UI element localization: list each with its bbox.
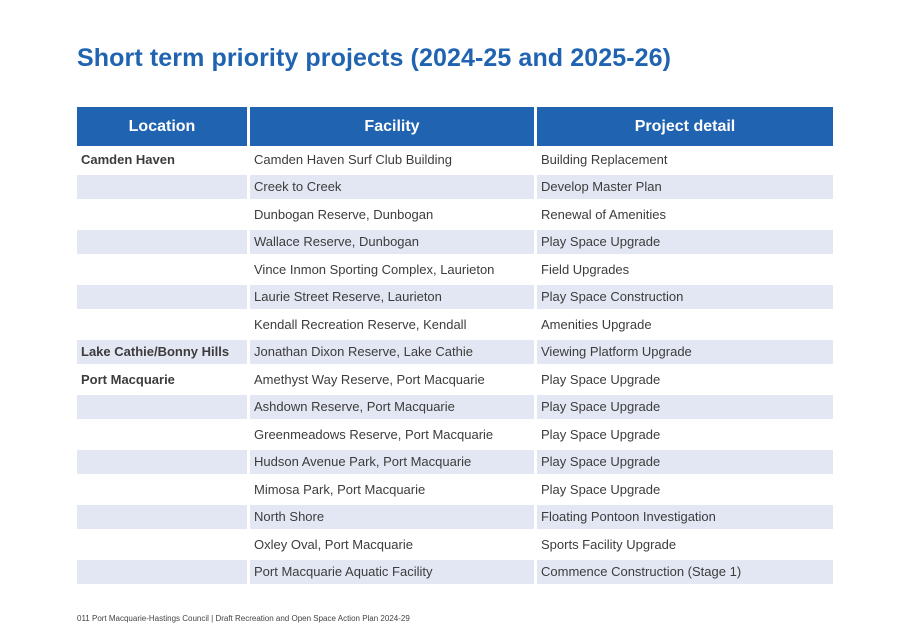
table-row — [77, 312, 833, 336]
project-detail-cell: Play Space Upgrade — [541, 481, 661, 497]
projects-table — [77, 107, 833, 587]
location-cell — [77, 230, 247, 254]
location-cell — [77, 450, 247, 474]
header-facility: Facility — [250, 107, 534, 146]
table-row — [77, 395, 833, 419]
page-title: Short term priority projects (2024-25 and 2025-26) — [77, 44, 672, 72]
location-cell — [77, 477, 247, 501]
table-row — [77, 532, 833, 556]
project-detail-cell: Play Space Upgrade — [541, 371, 661, 387]
table-row — [77, 340, 833, 364]
table-row — [77, 477, 833, 501]
facility-cell: Hudson Avenue Park, Port Macquarie — [250, 450, 534, 474]
project-detail-cell: Play Space Upgrade — [541, 426, 661, 442]
project-detail-cell: Building Replacement — [541, 151, 668, 167]
table-row — [77, 367, 833, 391]
table-row — [77, 285, 833, 309]
location-cell — [77, 312, 247, 336]
project-detail-cell: Play Space Upgrade — [537, 230, 833, 254]
facility-cell: Wallace Reserve, Dunbogan — [250, 230, 534, 254]
table-row — [77, 147, 833, 171]
facility-cell: Creek to Creek — [250, 175, 534, 199]
table-row — [77, 230, 833, 254]
project-detail-cell: Play Space Upgrade — [537, 450, 833, 474]
project-detail-cell: Viewing Platform Upgrade — [537, 340, 833, 364]
facility-cell: Port Macquarie Aquatic Facility — [250, 560, 534, 584]
project-detail-cell: Play Space Upgrade — [537, 395, 833, 419]
table-row — [77, 175, 833, 199]
table-row — [77, 560, 833, 584]
facility-cell: Camden Haven Surf Club Building — [254, 151, 452, 167]
facility-cell: Jonathan Dixon Reserve, Lake Cathie — [250, 340, 534, 364]
project-detail-cell: Develop Master Plan — [537, 175, 833, 199]
project-detail-cell: Sports Facility Upgrade — [541, 536, 677, 552]
location-cell — [77, 257, 247, 281]
facility-cell: Greenmeadows Reserve, Port Macquarie — [254, 426, 494, 442]
page-footer: 011 Port Macquarie-Hastings Council | Draft Recreation and Open Space Action Plan 2024-29 — [77, 614, 410, 623]
facility-cell: North Shore — [250, 505, 534, 529]
location-cell — [77, 532, 247, 556]
project-detail-cell: Field Upgrades — [541, 261, 630, 277]
facility-cell: Vince Inmon Sporting Complex, Laurieton — [254, 261, 495, 277]
table-row — [77, 257, 833, 281]
project-detail-cell: Renewal of Amenities — [541, 206, 667, 222]
location-cell: Lake Cathie/Bonny Hills — [77, 340, 247, 364]
header-location: Location — [77, 107, 247, 146]
facility-cell: Mimosa Park, Port Macquarie — [254, 481, 426, 497]
facility-cell: Amethyst Way Reserve, Port Macquarie — [254, 371, 485, 387]
project-detail-cell: Play Space Construction — [537, 285, 833, 309]
location-cell — [77, 202, 247, 226]
project-detail-cell: Commence Construction (Stage 1) — [537, 560, 833, 584]
project-detail-cell: Amenities Upgrade — [541, 316, 652, 332]
location-cell — [77, 175, 247, 199]
header-project-detail: Project detail — [537, 107, 833, 146]
location-cell: Camden Haven — [81, 151, 175, 167]
facility-cell: Kendall Recreation Reserve, Kendall — [254, 316, 467, 332]
facility-cell: Dunbogan Reserve, Dunbogan — [254, 206, 434, 222]
location-cell — [77, 505, 247, 529]
facility-cell: Laurie Street Reserve, Laurieton — [250, 285, 534, 309]
facility-cell: Oxley Oval, Port Macquarie — [254, 536, 413, 552]
table-row — [77, 202, 833, 226]
project-detail-cell: Floating Pontoon Investigation — [537, 505, 833, 529]
location-cell — [77, 422, 247, 446]
table-body — [77, 147, 833, 584]
table-header — [77, 107, 833, 146]
facility-cell: Ashdown Reserve, Port Macquarie — [250, 395, 534, 419]
table-row — [77, 450, 833, 474]
location-cell — [77, 395, 247, 419]
table-row — [77, 422, 833, 446]
location-cell — [77, 560, 247, 584]
location-cell: Port Macquarie — [81, 371, 175, 387]
location-cell — [77, 285, 247, 309]
table-row — [77, 505, 833, 529]
